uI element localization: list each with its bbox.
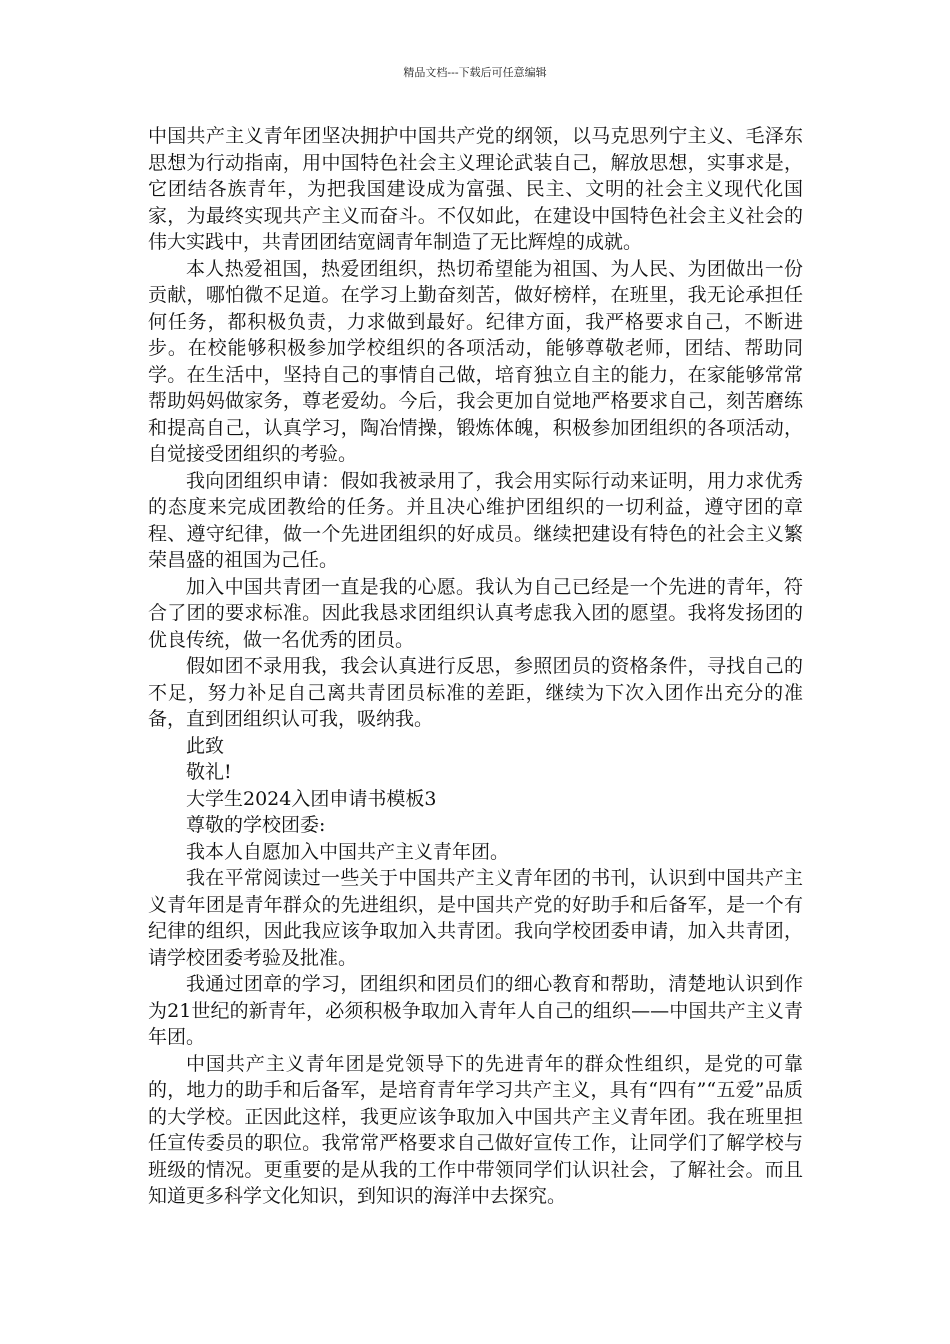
paragraph: 我在平常阅读过一些关于中国共产主义青年团的书刊，认识到中国共产主义青年团是青年群众的先进组织，是中国共产党的好助手和后备军，是一个有纪律的组织，因此我应该争取加入共青团。我向学校团委申请，加入共青团，请学校团委考验及批准。 <box>148 867 803 969</box>
paragraph: 本人热爱祖国，热爱团组织，热切希望能为祖国、为人民、为团做出一份贡献，哪怕微不足道。在学习上勤奋刻苦，做好榜样，在班里，我无论承担任何任务，都积极负责，力求做到最好。纪律方面，我严格要求自己，不断进步。在校能够积极参加学校组织的各项活动，能够尊敬老师，团结、帮助同学。在生活中，坚持自己的事情自己做，培育独立自主的能力，在家能够常常帮助妈妈做家务，尊老爱幼。今后，我会更加自觉地严格要求自己，刻苦磨练和提高自己，认真学习，陶冶情操，锻炼体魄，积极参加团组织的各项活动，自觉接受团组织的考验。 <box>148 257 803 465</box>
paragraph: 加入中国共青团一直是我的心愿。我认为自己已经是一个先进的青年，符合了团的要求标准。因此我恳求团组织认真考虑我入团的愿望。我将发扬团的优良传统，做一名优秀的团员。 <box>148 575 803 651</box>
paragraph: 我本人自愿加入中国共产主义青年团。 <box>186 840 510 863</box>
document-body <box>148 123 803 1210</box>
salutation-line: 敬礼! <box>186 761 232 783</box>
paragraph: 中国共产主义青年团坚决拥护中国共产党的纲领，以马克思列宁主义、毛泽东思想为行动指南，用中国特色社会主义理论武装自己，解放思想，实事求是，它团结各族青年，为把我国建设成为富强、民主、文明的社会主义现代化国家，为最终实现共产主义而奋斗。不仅如此，在建设中国特色社会主义社会的伟大实践中，共青团团结宽阔青年制造了无比辉煌的成就。 <box>148 125 803 253</box>
paragraph: 假如团不录用我，我会认真进行反思，参照团员的资格条件，寻找自己的不足，努力补足自己离共青团员标准的差距，继续为下次入团作出充分的准备，直到团组织认可我，吸纳我。 <box>148 655 803 730</box>
page-header: 精品文档---下载后可任意编辑 <box>403 66 547 79</box>
salutation-line: 此致 <box>186 734 225 757</box>
paragraph: 中国共产主义青年团是党领导下的先进青年的群众性组织，是党的可靠的，地力的助手和后备军，是培育青年学习共产主义，具有“四有”“五爱”品质的大学校。正因此这样，我更应该争取加入中国共产主义青年团。我在班里担任宣传委员的职位。我常常严格要求自己做好宣传工作，让同学们了解学校与班级的情况。更重要的是从我的工作中带领同学们认识社会，了解社会。而且知道更多科学文化知识，到知识的海洋中去探究。 <box>148 1052 803 1207</box>
paragraph: 我向团组织申请：假如我被录用了，我会用实际行动来证明，用力求优秀的态度来完成团教给的任务。并且决心维护团组织的一切利益，遵守团的章程、遵守纪律，做一个先进团组织的好成员。继续把建设有特色的社会主义繁荣昌盛的祖国为己任。 <box>148 469 803 571</box>
paragraph: 我通过团章的学习，团组织和团员们的细心教育和帮助，清楚地认识到作为21世纪的新青年，必须积极争取加入青年人自己的组织——中国共产主义青年团。 <box>148 973 803 1048</box>
addressee-line: 尊敬的学校团委: <box>186 814 326 836</box>
section-title: 大学生2024入团申请书模板3 <box>186 787 437 810</box>
